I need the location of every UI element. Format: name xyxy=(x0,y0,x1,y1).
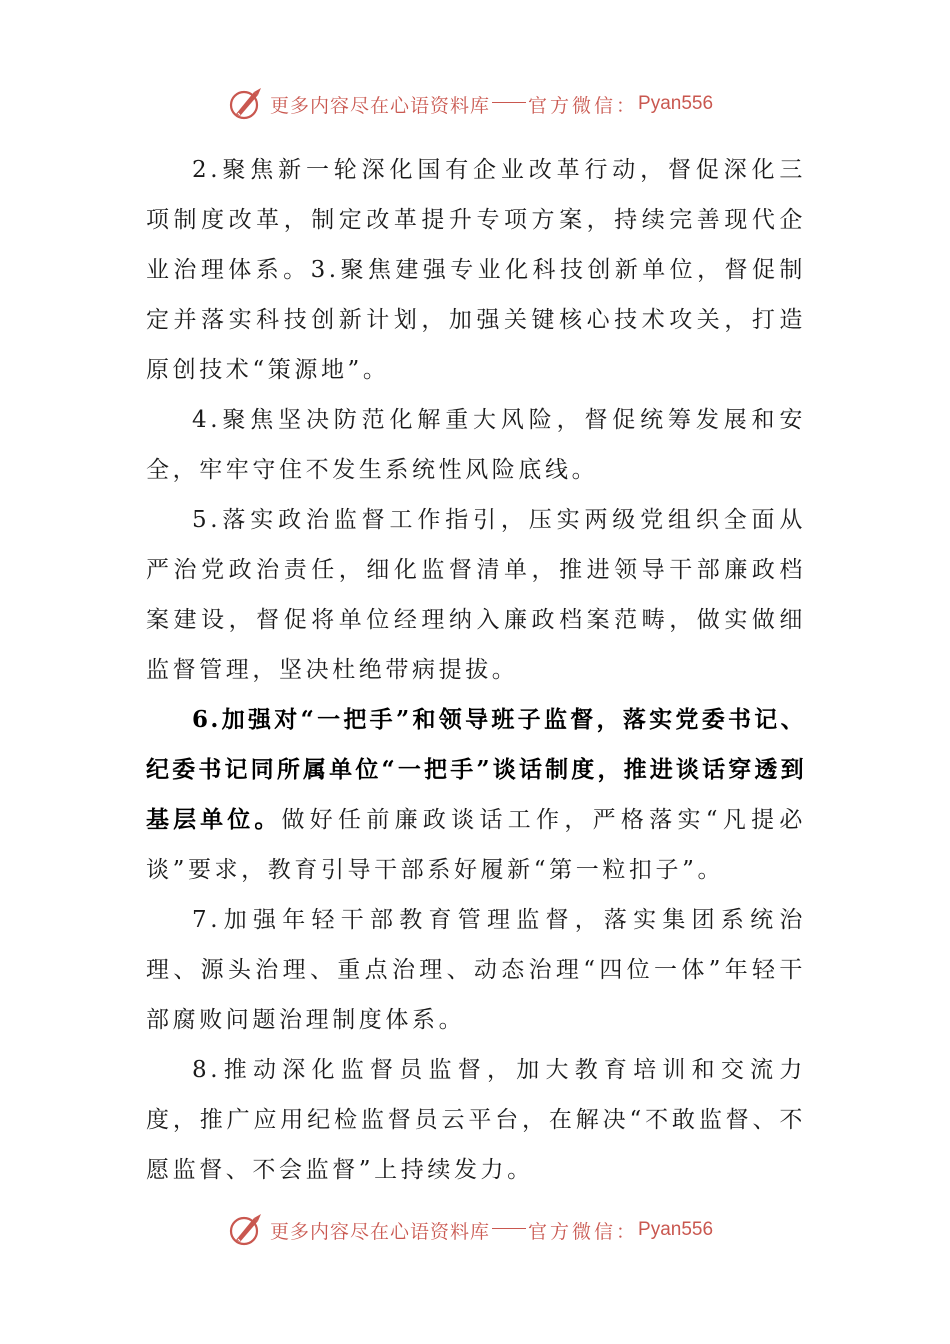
header-banner xyxy=(228,86,748,122)
banner-slogan: 更多内容尽在心语资料库 xyxy=(270,94,491,117)
paragraph-item-8: 8.推动深化监督员监督，加大教育培训和交流力度，推广应用纪检监督员云平台，在解决“不敢监督、不愿监督、不会监督”上持续发力。 xyxy=(146,1057,806,1183)
paragraph-item-2-3: 2.聚焦新一轮深化国有企业改革行动，督促深化三项制度改革，制定改革提升专项方案，持续完善现代企业治理体系。3.聚焦建强专业化科技创新单位，督促制定并落实科技创新计划，加强关键核心技术攻关，打造原创技术“策源地”。 xyxy=(146,157,806,383)
footer-banner xyxy=(228,1212,748,1248)
paragraph-item-6-rest: 做好任前廉政谈话工作，严格落实“凡提必谈”要求，教育引导干部系好履新“第一粒扣子”。 xyxy=(146,807,806,883)
paragraph-item-5: 5.落实政治监督工作指引，压实两级党组织全面从严治党政治责任，细化监督清单，推进领导干部廉政档案建设，督促将单位经理纳入廉政档案范畴，做实做细监督管理，坚决杜绝带病提拔。 xyxy=(146,507,806,683)
pen-nib-circle-icon xyxy=(228,86,264,122)
paragraph-item-6 xyxy=(146,695,806,895)
document-body xyxy=(146,145,806,1195)
paragraph-item-4: 4.聚焦坚决防范化解重大风险，督促统筹发展和安全，牢牢守住不发生系统性风险底线。 xyxy=(146,407,806,483)
banner-official-label: 官方微信： xyxy=(528,1220,639,1243)
banner-slogan: 更多内容尽在心语资料库 xyxy=(270,1220,491,1243)
banner-dash xyxy=(492,1228,526,1229)
banner-wechat-id: Pyan556 xyxy=(638,1219,714,1240)
paragraph-item-7: 7.加强年轻干部教育管理监督，落实集团系统治理、源头治理、重点治理、动态治理“四位一体”年轻干部腐败问题治理制度体系。 xyxy=(146,907,806,1033)
banner-dash xyxy=(492,102,526,103)
banner-wechat-id: Pyan556 xyxy=(638,93,714,114)
banner-official-label: 官方微信： xyxy=(528,94,639,117)
pen-nib-circle-icon xyxy=(228,1212,264,1248)
paragraph-item-6-bold: 6.加强对“一把手”和领导班子监督，落实党委书记、纪委书记同所属单位“一把手”谈话制度，推进谈话穿透到基层单位。 xyxy=(146,706,806,833)
